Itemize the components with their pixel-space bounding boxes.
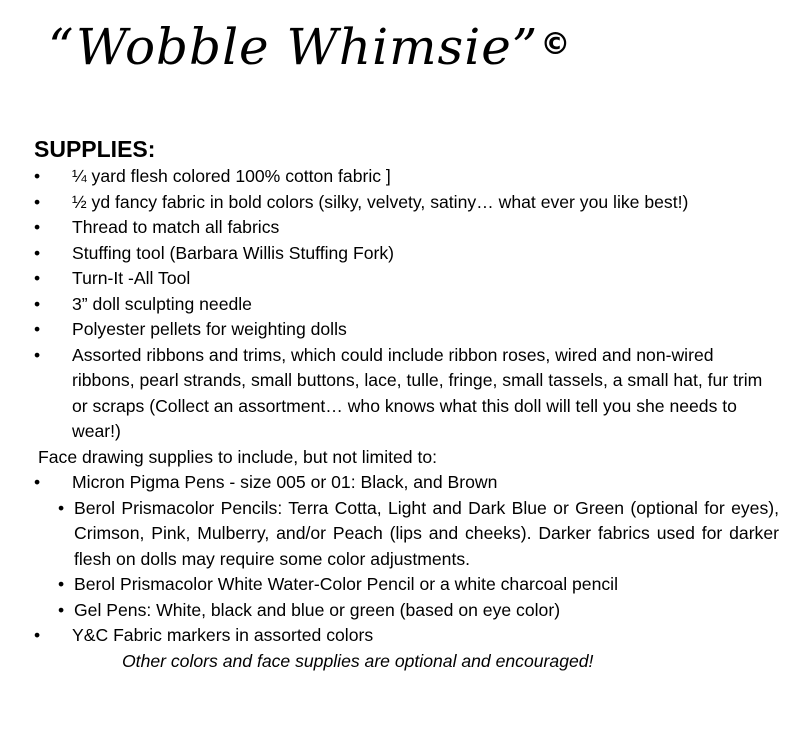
title-text: “Wobble Whimsie” (48, 18, 539, 76)
list-item (34, 343, 779, 445)
list-item-text: ¼ yard flesh colored 100% cotton fabric ] (72, 166, 391, 186)
bullet: • (34, 242, 41, 263)
list-item (34, 317, 779, 343)
bullet: • (58, 497, 65, 518)
bullet: • (58, 574, 65, 594)
sub-list-item-text: Gel Pens: White, black and blue or green (based on eye color) (74, 599, 561, 620)
bullet: • (34, 293, 41, 314)
sub-list-item-text: Berol Prismacolor Pencils: Terra Cotta, Light and Dark Blue or Green (optional for eyes), Crimson, Pink, Mulberry, and/or Peach (lips and cheeks). Darker fabrics used for darker flesh on dolls may require some color adjustments. (74, 497, 779, 569)
bullet: • (34, 625, 41, 645)
list-item-text: ½ yd fancy fabric in bold colors (silky, velvety, satiny… what ever you like best!) (72, 191, 689, 212)
sub-list-item (34, 496, 779, 573)
bullet: • (34, 217, 41, 237)
copyright-symbol: © (540, 27, 572, 62)
list-item-text: Stuffing tool (Barbara Willis Stuffing Fork) (72, 242, 395, 263)
bullet: • (34, 191, 41, 212)
bullet: • (34, 472, 41, 492)
list-item (34, 470, 779, 496)
document-title (48, 18, 571, 76)
list-item-text: Polyester pellets for weighting dolls (72, 319, 347, 339)
list-item (34, 190, 779, 216)
bullet: • (34, 268, 41, 288)
list-item-text: Assorted ribbons and trims, which could include ribbon roses, wired and non-wired ribbons, pearl strands, small buttons, lace, tulle, fringe, small tassels, a small hat, fur trim or scraps (Collect an assortment… who knows what this doll will tell you she needs to wear!) (72, 344, 763, 441)
list-item (34, 164, 779, 190)
bullet: • (58, 599, 65, 620)
face-supplies-intro: Face drawing supplies to include, but not limited to: (38, 446, 438, 467)
bullet: • (34, 166, 41, 186)
list-item (34, 292, 779, 318)
list-item (34, 215, 779, 241)
bullet: • (34, 344, 41, 365)
supplies-heading: SUPPLIES: (34, 136, 156, 162)
bullet: • (34, 319, 41, 339)
list-item (34, 623, 779, 649)
list-item-text: Turn-It -All Tool (72, 268, 191, 288)
list-item (34, 241, 779, 267)
sub-list-item-text: Berol Prismacolor White Water-Color Pencil or a white charcoal pencil (74, 574, 618, 594)
sub-list-item (34, 572, 779, 598)
list-item-text: Micron Pigma Pens - size 005 or 01: Black, and Brown (72, 472, 498, 492)
list-item-text: 3” doll sculpting needle (72, 293, 252, 314)
list-item-text: Thread to match all fabrics (72, 217, 280, 237)
sub-list-item (34, 598, 779, 624)
closing-note: Other colors and face supplies are optional and encouraged! (122, 650, 594, 671)
list-item (34, 266, 779, 292)
list-item-text: Y&C Fabric markers in assorted colors (72, 625, 374, 645)
supplies-list (34, 164, 779, 674)
